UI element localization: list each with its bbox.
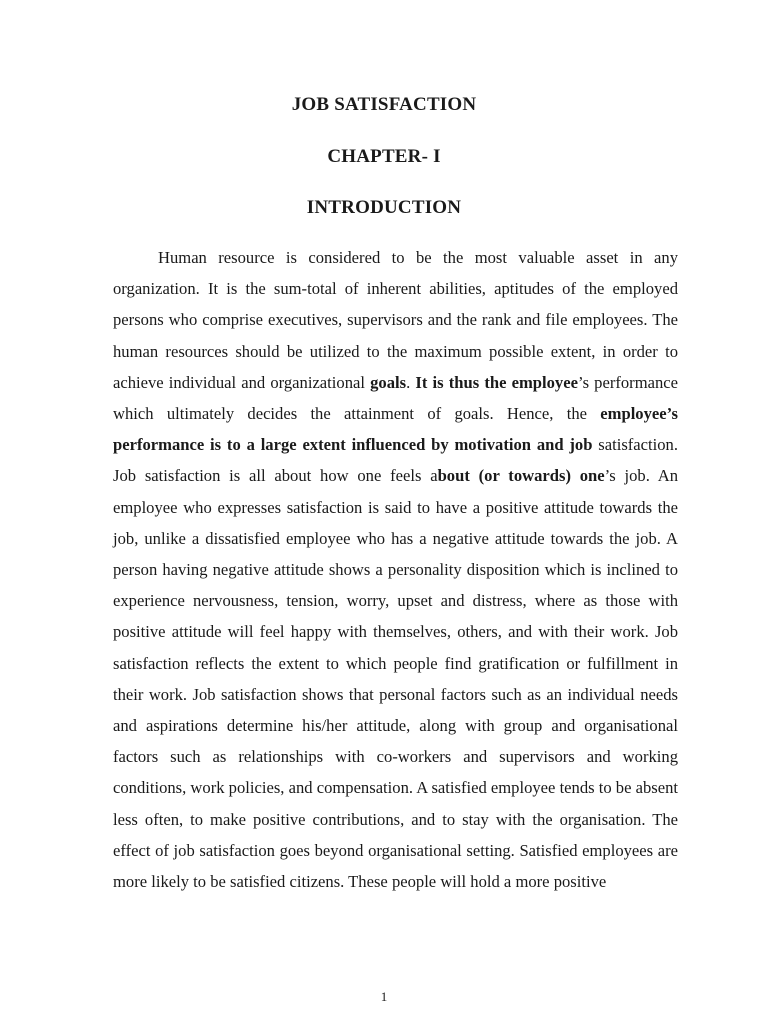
section-heading: INTRODUCTION [306,197,462,218]
bold-text-run: employee’s performance is to a large extent influenced by motivation and job [113,404,678,455]
chapter-heading: CHAPTER- I [327,146,441,167]
bold-text-run: It is thus the employee [415,372,578,392]
text-run: ’s job. An employee who expresses satisfaction is said to have a positive attitude towards the job, unlike a dissatisfied employee who has a negative attitude towards the job. A person having negative attitude shows a personality disposition which is inclined to experience nervousness, tension, worry, upset and distress, where as those with positive attitude will feel happy with themselves, others, and with their work. Job satisfaction reflects the extent to which people find gratification or fulfillment in their work. Job satisfaction shows that personal factors such as an individual needs and aspirations determine his/her attitude, along with group and organisational factors such as relationships with co-workers and supervisors and working conditions, work policies, and compensation. A satisfied employee tends to be absent less often, to make positive contributions, and to stay with the organisation. The effect of job satisfaction goes beyond organisational setting. Satisfied employees are more likely to be satisfied citizens. These people will hold a more positive [113,466,678,892]
text-run: ’s performance which ultimately decides the attainment of goals. Hence, the [113,372,679,424]
bold-text-run: goals [370,372,407,392]
text-run: Human resource is considered to be the most valuable asset in any organization. It is the sum-total of inherent abilities, aptitudes of the employed persons who comprise executives, supervisors and the rank and file employees. The human resources should be utilized to the maximum possible extent, in order to achieve individual and organizational [113,248,678,392]
text-run: satisfaction. Job satisfaction is all about how one feels a [113,435,678,486]
bold-text-run: bout (or towards) one [437,466,605,486]
text-run: . [406,372,416,392]
page-number: 1 [380,989,388,1004]
document-title: JOB SATISFACTION [291,94,477,115]
body-paragraph [113,242,678,897]
